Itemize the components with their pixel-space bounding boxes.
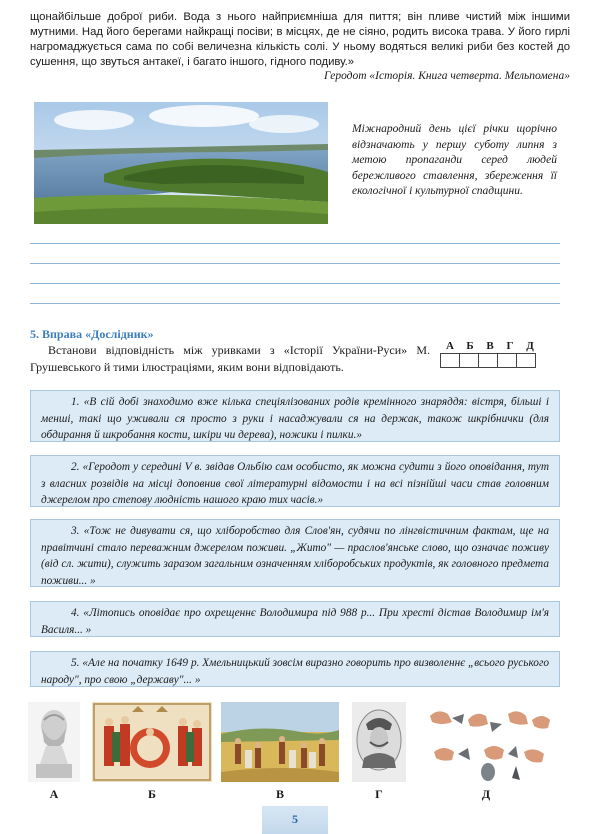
exercise-title: 5. Вправа «Дослідник» — [30, 327, 154, 341]
illustration-g — [352, 702, 406, 782]
quote-1: 1. «В сій добі знаходимо вже кілька спеціялізованих родів кремінного знаряддя: вістря, більші і менші, такі що уживали ся просто з руки і насаджували ся на держак, також шкрібнички (для обдирання й шкробання кости, шкіри чи дерева), ножики і пилки.» — [30, 390, 560, 442]
illustration-v — [221, 702, 339, 782]
answer-letter: Д — [526, 340, 534, 352]
illustration-label: А — [49, 787, 59, 801]
answer-letter: В — [486, 340, 494, 352]
illustration-label: Д — [481, 787, 491, 801]
river-caption: Міжнародний день цієї річки щорічно відзначають у першу суботу липня з метою пропаганди серед людей бережливого ставлення, збереження її екологічної і культурної спадщини. — [352, 123, 557, 197]
answer-cell[interactable] — [516, 353, 536, 368]
quote-2: 2. «Геродот у середині V в. звідав Ольбію сам особисто, як можна судити з його оповідання, тут з власних розвідів на місці доповнив свої літературні відомости і на всі пізнійші часи став головним джерелом про степову людність нашого краю тих часів.» — [30, 455, 560, 507]
herodotus-bust-icon — [28, 702, 80, 782]
flint-tools-icon — [424, 702, 554, 782]
river-landscape-icon — [34, 102, 328, 224]
answer-cell[interactable] — [459, 353, 479, 368]
illustration-label: Г — [375, 787, 383, 801]
quote-3: 3. «Тож не дивувати ся, що хліборобство для Слов'ян, судячи по лінгвістичним фактам, ще на правітчині стало переважним джерелом поживи. „Жито" — праслов'янське слово, що означає поживу (від сл. жити), служить заразом загальним означенням хліборобських продуктів, як головного предмета поживи... » — [30, 519, 560, 587]
write-line[interactable] — [30, 303, 560, 304]
quote-5: 5. «Але на початку 1649 р. Хмельницький зовсім виразно говорить про визволеннє „всього руського народу", про свою „державу"... » — [30, 651, 560, 687]
quote-4: 4. «Літопись оповідає про охрещеннє Володимира під 988 р... При хресті дістав Володимир ім'я Василя... » — [30, 601, 560, 637]
answer-cell[interactable] — [478, 353, 498, 368]
exercise-task: Встанови відповідність між уривками з «Історії України-Руси» М. Грушевського й тими ілюстраціями, яким вони відповідають. — [30, 343, 430, 374]
answer-letter: Г — [506, 340, 514, 352]
page-number: 5 — [262, 806, 328, 834]
illustration-label: В — [275, 787, 284, 801]
river-photo — [34, 102, 328, 224]
khmelnytsky-portrait-icon — [352, 702, 406, 782]
write-line[interactable] — [30, 263, 560, 264]
baptism-miniature-icon — [92, 702, 212, 782]
answer-cell[interactable] — [440, 353, 460, 368]
intro-source: Геродот «Історія. Книга четверта. Мельпомена» — [324, 70, 570, 82]
answer-grid — [440, 340, 540, 368]
illustration-b — [92, 702, 212, 782]
illustration-a — [28, 702, 80, 782]
answer-letter: Б — [466, 340, 474, 352]
answer-letter: А — [446, 340, 454, 352]
harvest-painting-icon — [221, 702, 339, 782]
write-line[interactable] — [30, 243, 560, 244]
illustration-label: Б — [148, 787, 156, 801]
write-line[interactable] — [30, 283, 560, 284]
answer-cell[interactable] — [497, 353, 517, 368]
intro-paragraph: щонайбільше доброї риби. Вода з нього найприємніша для пиття; він пливе чистий між іншими мутними. Над його берегами найкращі посіви; в місцях, де не сіяно, родить висока трава. У його гирлі нагромаджується сама по собі величезна кількість солі. У ньому водяться великі риби без костей до сушення, що звуться антакеї, і багато іншого, гідного подиву.» — [30, 11, 570, 68]
illustration-d — [424, 702, 554, 782]
